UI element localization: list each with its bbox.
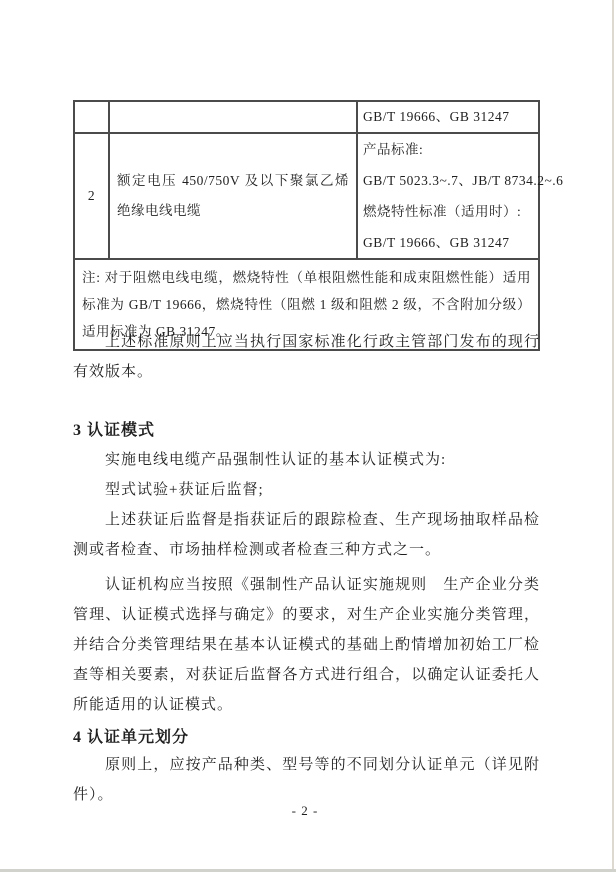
standard-line: 产品标准: — [363, 142, 424, 157]
product-name: 额定电压 450/750V 及以下聚氯乙烯绝缘电线电缆 — [117, 173, 349, 218]
table-cell-number: 2 — [74, 133, 109, 259]
table-cell-standards — [357, 101, 539, 133]
standard-line: GB/T 5023.3~.7、JB/T 8734.2~.6 — [363, 173, 564, 188]
table-row-item-2 — [74, 133, 539, 259]
section4-heading: 4 认证单元划分 — [73, 729, 190, 746]
section3-paragraph-3: 上述获证后监督是指获证后的跟踪检查、生产现场抽取样品检测或者检查、市场抽样检测或者检查三种方式之一。 — [73, 512, 540, 558]
section3-heading: 3 认证模式 — [73, 422, 156, 439]
section3-paragraph-1: 实施电线电缆产品强制性认证的基本认证模式为: — [105, 452, 447, 468]
standard-line: GB/T 19666、GB 31247 — [363, 109, 510, 124]
section4-paragraph-1: 原则上，应按产品种类、型号等的不同划分认证单元（详见附件）。 — [73, 757, 540, 803]
section3-paragraph-2: 型式试验+获证后监督; — [105, 482, 264, 498]
table-row-continuation — [74, 101, 539, 133]
table-cell-product — [109, 133, 357, 259]
paragraph-standards-version: 上述标准原则上应当执行国家标准化行政主管部门发布的现行有效版本。 — [73, 334, 540, 380]
scan-edge-right — [612, 0, 614, 872]
table-cell-number — [74, 101, 109, 133]
standard-line: GB/T 19666、GB 31247 — [363, 235, 510, 250]
standard-line: 燃烧特性标准（适用时）: — [363, 204, 522, 219]
product-standards-table — [73, 100, 564, 351]
page-number: - 2 - — [291, 803, 319, 818]
section3-paragraph-4: 认证机构应当按照《强制性产品认证实施规则 生产企业分类管理、认证模式选择与确定》的要求，对生产企业实施分类管理，并结合分类管理结果在基本认证模式的基础上酌情增加初始工厂检查等相关要素，对获证后监督各方式进行组合，以确定认证委托人所能适用的认证模式。 — [73, 577, 540, 713]
table-note: 注: 对于阻燃电线电缆，燃烧特性（单根阻燃性能和成束阻燃性能）适用标准为 GB/T 19666，燃烧特性（阻燃 1 级和阻燃 2 级，不含附加分级）适用标准为 GB 31247。 — [74, 259, 539, 350]
table-cell-standards — [357, 133, 564, 259]
table-cell-product — [109, 101, 357, 133]
